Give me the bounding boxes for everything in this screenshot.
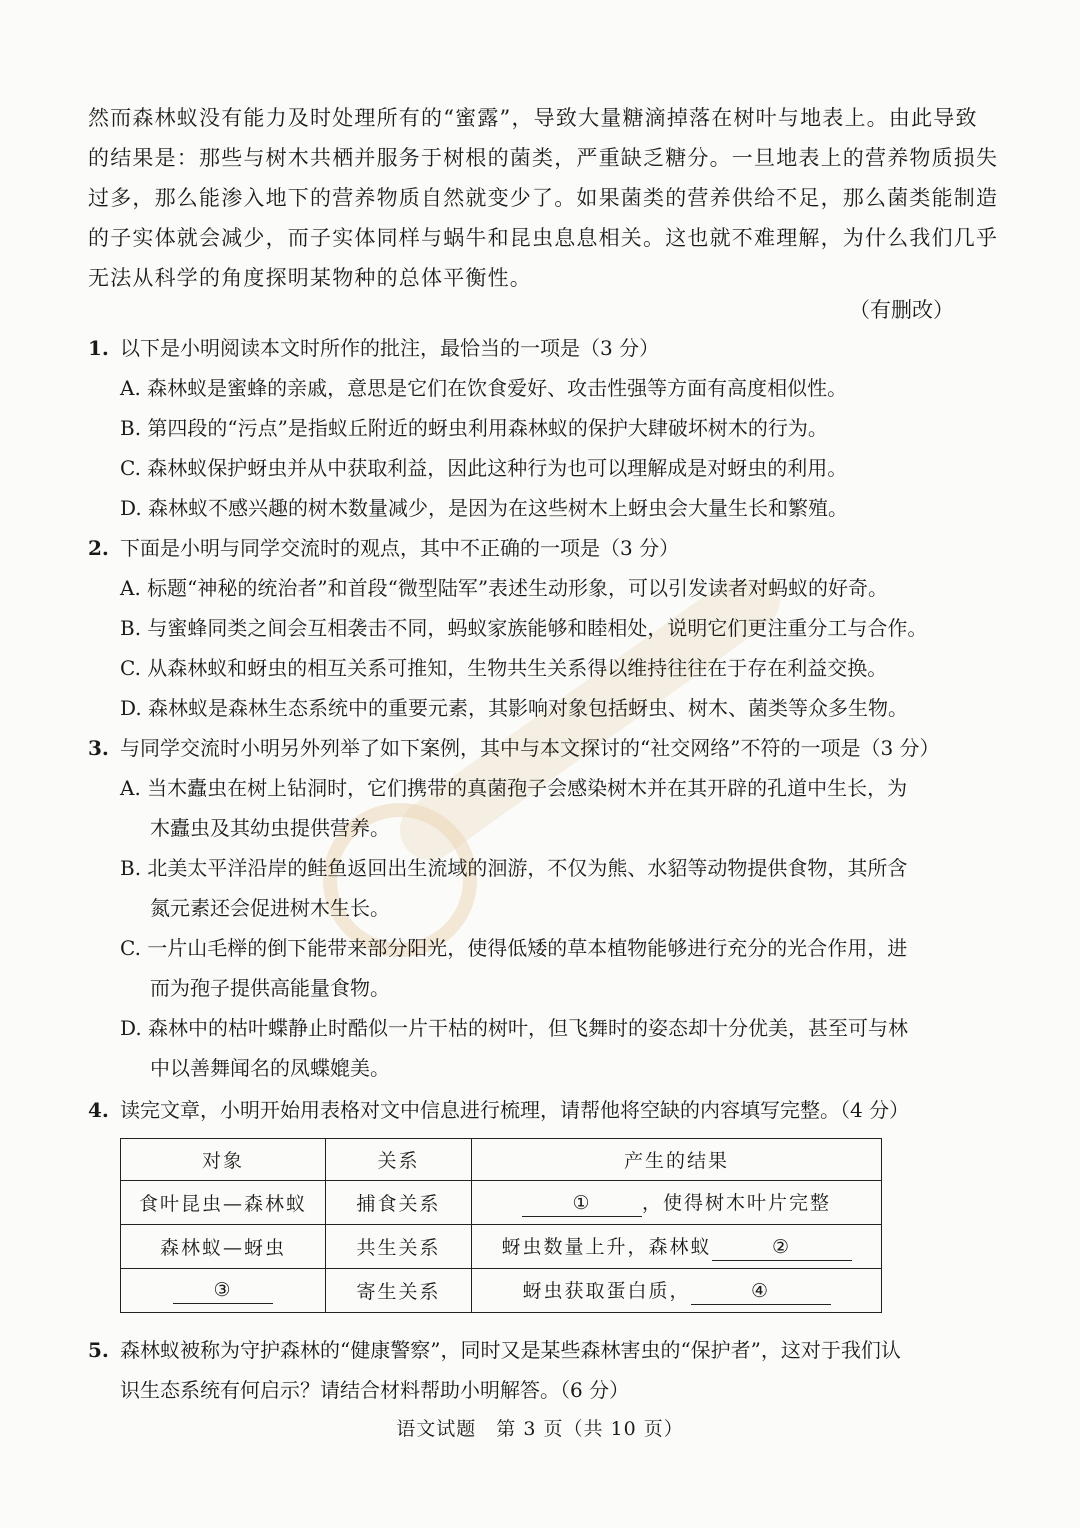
question-number: 4. — [88, 1098, 109, 1122]
cell-result — [472, 1225, 882, 1269]
option-d: D. 森林蚁不感兴趣的树木数量减少，是因为在这些树木上蚜虫会大量生长和繁殖。 — [120, 496, 849, 520]
option-c: C. 一片山毛榉的倒下能带来部分阳光，使得低矮的草本植物能够进行充分的光合作用，进 — [120, 936, 908, 960]
cell-object: 森林蚁—蚜虫 — [121, 1225, 326, 1269]
table-header-object: 对象 — [121, 1139, 326, 1181]
result-text: 蚜虫数量上升，森林蚁 — [501, 1236, 712, 1258]
passage-line: 过多，那么能渗入地下的营养物质自然就变少了。如果菌类的营养供给不足，那么菌类能制造 — [88, 186, 999, 210]
cell-relation: 寄生关系 — [326, 1269, 472, 1313]
question-1 — [88, 328, 968, 368]
option-d: D. 森林蚁是森林生态系统中的重要元素，其影响对象包括蚜虫、树木、菌类等众多生物。 — [120, 696, 909, 720]
option-a: A. 标题“神秘的统治者”和首段“微型陆军”表述生动形象，可以引发读者对蚂蚁的好奇。 — [120, 576, 889, 600]
option-a-continued: 木蠹虫及其幼虫提供营养。 — [150, 816, 390, 840]
answer-blank-3[interactable]: ③ — [173, 1277, 273, 1304]
page-footer: 语文试题 第 3 页（共 10 页） — [396, 1418, 684, 1440]
passage-line: 无法从科学的角度探明某物种的总体平衡性。 — [88, 266, 532, 290]
question-stem: 读完文章，小明开始用表格对文中信息进行梳理，请帮他将空缺的内容填写完整。（4 分） — [120, 1098, 910, 1122]
question-stem: 下面是小明与同学交流时的观点，其中不正确的一项是（3 分） — [120, 536, 680, 560]
question-5 — [88, 1330, 968, 1370]
table-row — [121, 1269, 882, 1313]
option-b-continued: 氮元素还会促进树木生长。 — [150, 896, 390, 920]
cell-object: 食叶昆虫—森林蚁 — [121, 1181, 326, 1225]
answer-blank-2[interactable]: ② — [712, 1234, 852, 1261]
question-number: 2. — [88, 536, 109, 560]
cell-relation: 共生关系 — [326, 1225, 472, 1269]
passage-line: 然而森林蚁没有能力及时处理所有的“蜜露”，导致大量糖滴掉落在树叶与地表上。由此导致 — [88, 106, 978, 130]
answer-blank-1[interactable]: ① — [522, 1190, 642, 1217]
question-4 — [88, 1090, 968, 1130]
question-3 — [88, 728, 968, 768]
question-stem: 与同学交流时小明另外列举了如下案例，其中与本文探讨的“社交网络”不符的一项是（3 分） — [120, 736, 940, 760]
option-d: D. 森林中的枯叶蝶静止时酷似一片干枯的树叶，但飞舞时的姿态却十分优美，甚至可与林 — [120, 1016, 909, 1040]
result-text: ，使得树木叶片完整 — [641, 1192, 831, 1214]
question-5-continued: 识生态系统有何启示？请结合材料帮助小明解答。（6 分） — [120, 1378, 630, 1402]
question-number: 1. — [88, 336, 109, 360]
option-c: C. 森林蚁保护蚜虫并从中获取利益，因此这种行为也可以理解成是对蚜虫的利用。 — [120, 456, 848, 480]
table-header-relation: 关系 — [326, 1139, 472, 1181]
option-b: B. 北美太平洋沿岸的鲑鱼返回出生流域的洄游，不仅为熊、水貂等动物提供食物，其所含 — [120, 856, 908, 880]
question-2 — [88, 528, 968, 568]
option-c-continued: 而为孢子提供高能量食物。 — [150, 976, 390, 1000]
option-b: B. 第四段的“污点”是指蚁丘附近的蚜虫利用森林蚁的保护大肆破坏树木的行为。 — [120, 416, 828, 440]
info-table — [120, 1138, 882, 1313]
answer-blank-4[interactable]: ④ — [691, 1278, 831, 1305]
question-number: 3. — [88, 736, 109, 760]
table-header-row — [121, 1139, 882, 1181]
passage-line: 的结果是：那些与树木共栖并服务于树根的菌类，严重缺乏糖分。一旦地表上的营养物质损失 — [88, 146, 999, 170]
source-note: （有删改） — [849, 298, 954, 322]
option-d-continued: 中以善舞闻名的凤蝶媲美。 — [150, 1056, 390, 1080]
option-a: A. 森林蚁是蜜蜂的亲戚，意思是它们在饮食爱好、攻击性强等方面有高度相似性。 — [120, 376, 848, 400]
option-c: C. 从森林蚁和蚜虫的相互关系可推知，生物共生关系得以维持往往在于存在利益交换。 — [120, 656, 888, 680]
table-row — [121, 1181, 882, 1225]
table-header-result: 产生的结果 — [472, 1139, 882, 1181]
cell-result — [472, 1269, 882, 1313]
cell-relation: 捕食关系 — [326, 1181, 472, 1225]
result-text: 蚜虫获取蛋白质， — [522, 1280, 691, 1302]
option-b: B. 与蜜蜂同类之间会互相袭击不同，蚂蚁家族能够和睦相处，说明它们更注重分工与合作。 — [120, 616, 928, 640]
cell-result — [472, 1181, 882, 1225]
question-stem: 以下是小明阅读本文时所作的批注，最恰当的一项是（3 分） — [120, 336, 660, 360]
passage-line: 的子实体就会减少，而子实体同样与蜗牛和昆虫息息相关。这也就不难理解，为什么我们几乎 — [88, 226, 999, 250]
question-number: 5. — [88, 1338, 109, 1362]
passage-paragraph — [88, 98, 999, 298]
cell-object — [121, 1269, 326, 1313]
option-a: A. 当木蠹虫在树上钻洞时，它们携带的真菌孢子会感染树木并在其开辟的孔道中生长，为 — [120, 776, 908, 800]
table-row — [121, 1225, 882, 1269]
question-stem: 森林蚁被称为守护森林的“健康警察”，同时又是某些森林害虫的“保护者”，这对于我们认 — [120, 1338, 901, 1362]
